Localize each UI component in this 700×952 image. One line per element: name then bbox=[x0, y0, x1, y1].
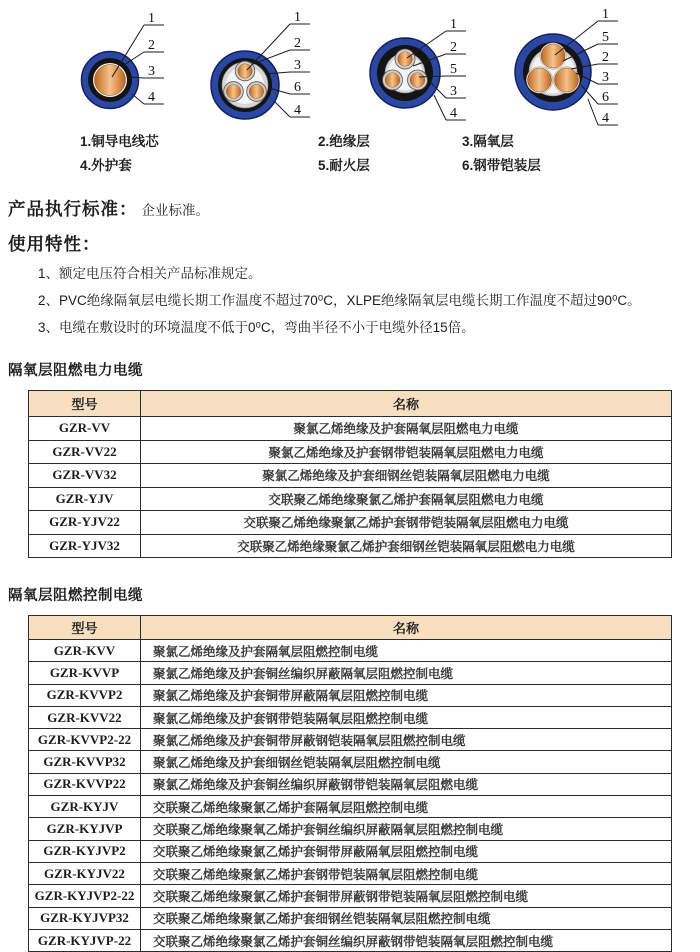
table-row bbox=[29, 773, 672, 795]
name-cell: 交联聚乙烯绝缘聚氯乙烯护套细钢丝铠装隔氧层阻燃电力电缆 bbox=[141, 534, 672, 558]
diagram3-label-1: 1 bbox=[450, 17, 457, 32]
power-cable-section-title: 隔氧层阻燃电力电缆 bbox=[8, 363, 143, 379]
model-cell: GZR-KVVP2 bbox=[29, 684, 141, 706]
model-cell: GZR-VV22 bbox=[29, 440, 141, 464]
diagram4-label-5: 5 bbox=[602, 30, 609, 45]
model-cell: GZR-VV32 bbox=[29, 464, 141, 488]
diagram4-label-3: 3 bbox=[602, 70, 609, 85]
product-standard-line bbox=[8, 196, 700, 221]
copper-core bbox=[528, 68, 552, 92]
table-row bbox=[29, 706, 672, 728]
copper-core bbox=[249, 84, 263, 98]
diagram3-label-4: 4 bbox=[450, 106, 457, 121]
name-cell: 聚氯乙烯绝缘及护套钢带铠装隔氧层阻燃电力电缆 bbox=[141, 440, 672, 464]
table-row bbox=[29, 862, 672, 884]
table-row bbox=[29, 662, 672, 684]
model-cell: GZR-KVV bbox=[29, 640, 141, 662]
table-row bbox=[29, 684, 672, 706]
copper-core bbox=[398, 52, 413, 67]
diagram3-label-3: 3 bbox=[450, 84, 457, 99]
table-row bbox=[29, 796, 672, 818]
table-row bbox=[29, 729, 672, 751]
copper-core bbox=[410, 73, 425, 88]
cable-diagram-three-core-fire-armored bbox=[515, 7, 618, 126]
table-row bbox=[29, 907, 672, 929]
name-cell: 交联聚乙烯绝缘聚氯乙烯护套细钢丝铠装隔氧层阻燃控制电缆 bbox=[141, 907, 672, 929]
model-cell: GZR-KVVP bbox=[29, 662, 141, 684]
column-header-model: 型号 bbox=[29, 391, 141, 417]
name-cell: 交联聚乙烯绝缘聚氯乙烯护套隔氧层阻燃电力电缆 bbox=[141, 487, 672, 511]
name-cell: 交联聚乙烯绝缘聚氯乙烯护套铜带屏蔽钢带铠装隔氧层阻燃控制电缆 bbox=[141, 885, 672, 907]
diagram4-label-1: 1 bbox=[602, 7, 609, 22]
copper-core bbox=[226, 84, 240, 98]
product-standard-value: 企业标准。 bbox=[141, 203, 209, 218]
feature-item-1: 1、额定电压符合相关产品标准规定。 bbox=[38, 266, 262, 281]
table-row bbox=[29, 818, 672, 840]
cable-diagrams-strip bbox=[0, 0, 700, 128]
diagram-legend bbox=[0, 128, 700, 176]
model-cell: GZR-KYJV bbox=[29, 796, 141, 818]
table-row bbox=[29, 929, 672, 951]
usage-features-title: 使用特性： bbox=[8, 234, 101, 254]
name-cell: 交联聚乙烯绝缘聚氯乙烯护套铜丝编织屏蔽钢带铠装隔氧层阻燃控制电缆 bbox=[141, 929, 672, 951]
diagram2-label-4: 4 bbox=[294, 103, 301, 118]
power-cable-table bbox=[28, 390, 672, 558]
model-cell: GZR-YJV32 bbox=[29, 534, 141, 558]
diagram1-label-3: 3 bbox=[148, 64, 155, 79]
diagram3-label-5: 5 bbox=[450, 62, 457, 77]
name-cell: 聚氯乙烯绝缘及护套铜带屏蔽隔氧层阻燃控制电缆 bbox=[141, 684, 672, 706]
name-cell: 聚氯乙烯绝缘及护套铜带屏蔽钢铠装隔氧层阻燃控制电缆 bbox=[141, 729, 672, 751]
cable-diagrams-svg bbox=[0, 0, 700, 128]
diagram3-label-2: 2 bbox=[450, 40, 457, 55]
legend-item-oxygen-barrier: 3.隔氧层 bbox=[462, 134, 514, 149]
table-row bbox=[29, 640, 672, 662]
model-cell: GZR-KYJVP2 bbox=[29, 840, 141, 862]
model-cell: GZR-KVVP2-22 bbox=[29, 729, 141, 751]
table-row bbox=[29, 751, 672, 773]
table-row bbox=[29, 417, 672, 441]
diagram1-label-1: 1 bbox=[148, 11, 155, 26]
table-header-row bbox=[29, 616, 672, 640]
copper-core bbox=[238, 64, 252, 78]
model-cell: GZR-KYJVP-22 bbox=[29, 929, 141, 951]
model-cell: GZR-KVVP32 bbox=[29, 751, 141, 773]
column-header-name: 名称 bbox=[141, 391, 672, 417]
name-cell: 交联聚乙烯绝缘聚氯乙烯护套铜带屏蔽隔氧层阻燃控制电缆 bbox=[141, 840, 672, 862]
model-cell: GZR-KYJV22 bbox=[29, 862, 141, 884]
legend-item-outer-sheath: 4.外护套 bbox=[80, 158, 132, 173]
name-cell: 交联聚乙烯绝缘聚氯乙烯护套隔氧层阻燃控制电缆 bbox=[141, 796, 672, 818]
copper-core bbox=[555, 68, 579, 92]
name-cell: 交联聚乙烯绝缘聚氯乙烯护套钢带铠装隔氧层阻燃电力电缆 bbox=[141, 511, 672, 535]
name-cell: 聚氯乙烯绝缘及护套隔氧层阻燃电力电缆 bbox=[141, 417, 672, 441]
diagram1-label-4: 4 bbox=[148, 90, 155, 105]
control-cable-section-title: 隔氧层阻燃控制电缆 bbox=[8, 588, 143, 604]
product-standard-label: 产品执行标准： bbox=[8, 199, 138, 219]
model-cell: GZR-KYJVP bbox=[29, 818, 141, 840]
cable-diagram-single-core bbox=[82, 11, 165, 109]
diagram2-label-6: 6 bbox=[294, 80, 301, 95]
diagram2-label-3: 3 bbox=[294, 58, 301, 73]
column-header-model: 型号 bbox=[29, 616, 141, 640]
cable-diagram-three-core-fire bbox=[370, 17, 466, 121]
feature-item-3: 3、电缆在敷设时的环境温度不低于0⁰C，弯曲半径不小于电缆外径15倍。 bbox=[38, 320, 475, 335]
copper-core bbox=[541, 44, 565, 68]
diagram4-label-2: 2 bbox=[602, 50, 609, 65]
diagram2-label-1: 1 bbox=[294, 10, 301, 25]
name-cell: 交联聚乙烯绝缘聚氯乙烯护套钢带铠装隔氧层阻燃控制电缆 bbox=[141, 862, 672, 884]
copper-core bbox=[385, 73, 400, 88]
name-cell: 聚氯乙烯绝缘及护套细钢丝铠装隔氧层阻燃控制电缆 bbox=[141, 751, 672, 773]
diagram4-label-6: 6 bbox=[602, 90, 609, 105]
name-cell: 交联聚乙烯绝缘聚氧乙烯护套铜丝编织屏蔽隔氧层阻燃控制电缆 bbox=[141, 818, 672, 840]
table-row bbox=[29, 534, 672, 558]
model-cell: GZR-YJV bbox=[29, 487, 141, 511]
legend-item-insulation: 2.绝缘层 bbox=[318, 134, 370, 149]
name-cell: 聚氯乙烯绝缘及护套铜丝编织屏蔽钢带铠装隔氧层阻燃电缆 bbox=[141, 773, 672, 795]
table-row bbox=[29, 840, 672, 862]
legend-item-steel-tape: 6.钢带铠装层 bbox=[462, 158, 541, 173]
model-cell: GZR-VV bbox=[29, 417, 141, 441]
table-row bbox=[29, 464, 672, 488]
control-cable-table bbox=[28, 615, 672, 952]
copper-core bbox=[95, 65, 126, 96]
model-cell: GZR-KVV22 bbox=[29, 706, 141, 728]
name-cell: 聚氯乙烯绝缘及护套隔氧层阻燃控制电缆 bbox=[141, 640, 672, 662]
model-cell: GZR-KYJVP2-22 bbox=[29, 885, 141, 907]
cable-diagram-three-core-armored bbox=[211, 10, 310, 119]
name-cell: 聚氯乙烯绝缘及护套铜丝编织屏蔽隔氧层阻燃控制电缆 bbox=[141, 662, 672, 684]
column-header-name: 名称 bbox=[141, 616, 672, 640]
name-cell: 聚氯乙烯绝缘及护套细钢丝铠装隔氧层阻燃电力电缆 bbox=[141, 464, 672, 488]
table-header-row bbox=[29, 391, 672, 417]
table-row bbox=[29, 487, 672, 511]
name-cell: 聚氯乙烯绝缘及护套钢带铠装隔氧层阻燃控制电缆 bbox=[141, 706, 672, 728]
diagram4-label-4: 4 bbox=[602, 111, 609, 126]
table-row bbox=[29, 440, 672, 464]
model-cell: GZR-KYJVP32 bbox=[29, 907, 141, 929]
feature-item-2: 2、PVC绝缘隔氧层电缆长期工作温度不超过70⁰C，XLPE绝缘隔氧层电缆长期工作温度不超过90⁰C。 bbox=[38, 293, 641, 308]
table-row bbox=[29, 511, 672, 535]
model-cell: GZR-KVVP22 bbox=[29, 773, 141, 795]
legend-item-fire-layer: 5.耐火层 bbox=[318, 158, 370, 173]
table-row bbox=[29, 885, 672, 907]
legend-item-copper-core: 1.铜导电线芯 bbox=[80, 134, 159, 149]
diagram2-label-2: 2 bbox=[294, 36, 301, 51]
model-cell: GZR-YJV22 bbox=[29, 511, 141, 535]
diagram1-label-2: 2 bbox=[148, 38, 155, 53]
